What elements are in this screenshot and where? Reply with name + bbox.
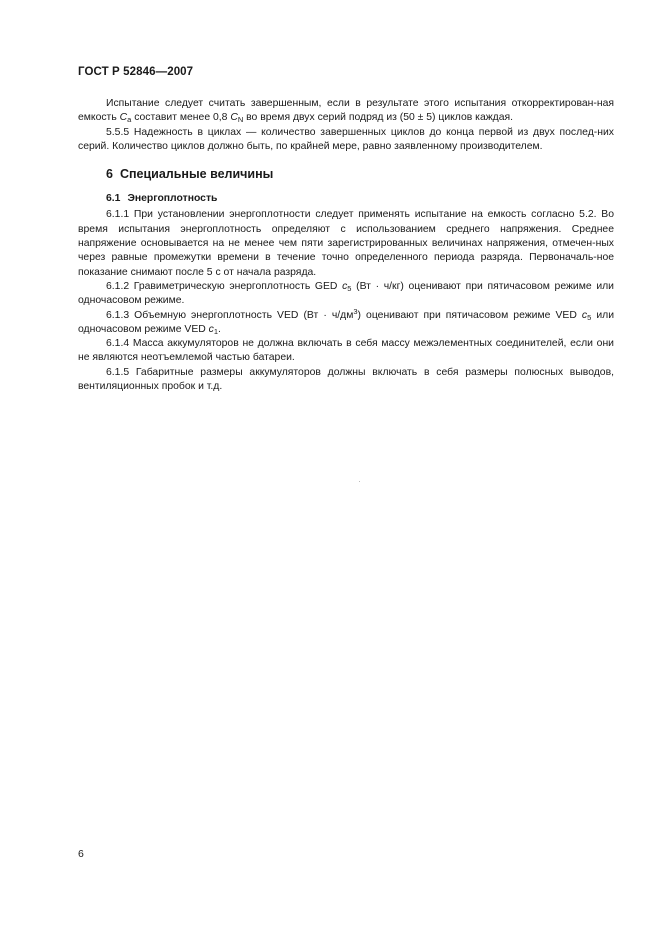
text-fragment: во время двух серий подряд из (50 ± 5) циклов каждая. (243, 112, 514, 124)
symbol-c: c (342, 280, 348, 292)
symbol-superscript: 3 (353, 306, 358, 316)
paragraph-completion-criterion (78, 97, 614, 126)
paragraph-6-1-1: 6.1.1 При установлении энергоплотности следует применять испытание на емкость согласно 5.2. Во время испытания энергоплотность определяют с использованием среднего напряжения. Среднее напряжение основывается на не менее чем пяти зарегистрированных величинах напряжения, отмечен-ных через равные промежутки времени в течение точно определенного периода разряда. Первоначаль-ное показание снимают после 5 с от начала разряда. (78, 209, 614, 278)
paragraph-6-1-5: 6.1.5 Габаритные размеры аккумуляторов должны включать в себя размеры полюсных выводов, вентиляционных пробок и т.д. (78, 366, 614, 393)
paragraph-6-1-4: 6.1.4 Масса аккумуляторов не должна включать в себя массу межэлементных соединителей, если они не являются неотъемлемой частью батареи. (78, 338, 614, 364)
section-number: 6 (106, 167, 113, 182)
section-title: Специальные величины (119, 167, 274, 182)
page-header-standard: ГОСТ Р 52846—2007 (78, 66, 194, 78)
symbol-subscript: 5 (347, 283, 352, 293)
paragraph-6-1-2 (78, 280, 614, 309)
symbol-subscript: 5 (587, 312, 592, 322)
text-fragment: (Вт · ч/кг) оценивают при пятичасовом режиме или одночасовом режиме. (78, 280, 614, 307)
text-fragment: 6.1.2 Гравиметрическую энергоплотность GED (106, 280, 343, 292)
paragraph-6-1-3 (78, 306, 614, 338)
scan-artifact-dot (359, 481, 360, 482)
page-number: 6 (78, 848, 84, 860)
text-fragment: . (218, 323, 221, 335)
symbol-c: c (208, 323, 214, 335)
text-fragment: или одночасовом режиме VED (78, 309, 614, 335)
symbol-capacity: C (119, 112, 128, 124)
text-fragment: 6.1.3 Объемную энергоплотность VED (Вт · ч/дм (106, 309, 354, 321)
symbol-subscript: 1 (213, 326, 219, 336)
subsection-heading-6-1 (78, 192, 614, 206)
document-body (78, 97, 614, 394)
section-heading-6 (78, 166, 614, 182)
symbol-subscript: N (237, 115, 244, 125)
symbol-nominal-capacity: C (230, 112, 238, 124)
symbol-subscript: a (127, 115, 132, 125)
text-fragment: Испытание следует считать завершенным, если в результате этого испытания откорректирован-ная емкость (78, 98, 614, 124)
subsection-title: Энергоплотность (127, 193, 218, 205)
text-fragment: ) оценивают при пятичасовом режиме VED (357, 309, 582, 321)
subsection-number: 6.1 (106, 193, 121, 205)
symbol-c: c (581, 309, 588, 321)
paragraph-5-5-5: 5.5.5 Надежность в циклах — количество завершенных циклов до конца первой из двух послед-них серий. Количество циклов должно быть, по крайней мере, равно заявленному производителем. (78, 126, 614, 152)
text-fragment: составит менее 0,8 (131, 112, 231, 124)
